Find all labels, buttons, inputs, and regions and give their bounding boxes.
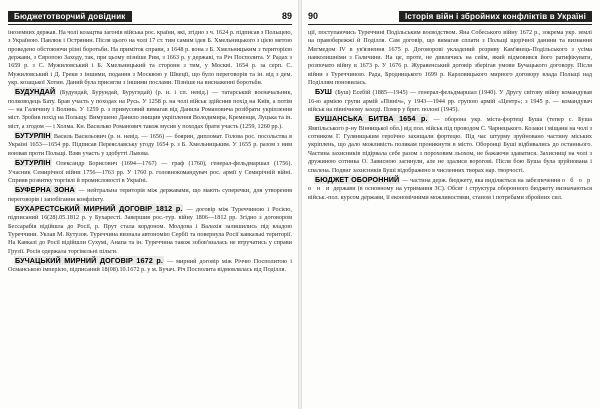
entry-term: БУФЕРНА ЗОНА [15, 185, 75, 195]
right-page-body [308, 29, 592, 202]
entry-text: — договір між Туреччиною і Росією, підписаний 16(28).05.1812 р. у Бухаресті. Завершив рос.-тур. війну 1806—1812 рр. Згідно з договором Бессарабія відійшла до Росії, р. Прут стала кордоном. Молдова і Валахія залишились під владою Туреччини. Уклав М. Кутузов. Туреччина визнала автономію Сербії та повернула Росії кавказькі території. На Кавказі до Росії відійшли Сухумі, Анапа та ін. Туреччина також зобов'язалась не втручатись у справи Грузії. Росія одержала торгівельні пільги. [8, 205, 292, 255]
entry-text: — оборона укр. міста-фортеці Буша (тепер с. Буша Ямпільського р-ну Вінницької обл.) від пол. військ під проводом С. Чарнецького. Козаки і міщани на чолі з сотником Г. Гуляницьким героїчно захищали фортецю. Під час штурму зруйновано частину міських укріплень, що дало можливість полякам проникнути в місто. Оборонці Буші відбивались до останнього. Частина захисників підірвала себе разом з пороховим льохом, не бажаючи здаватися. Захисниці на чолі з дружиною сотника О. Зависною загинули, але не здалися ворогові. Після бою Буша була зруйнована і спалена. Подвиг захисників Буші відображено в численних творах нар. творчості. [308, 116, 592, 174]
entry-term: БУШАНСЬКА БИТВА 1654 р. [315, 114, 428, 124]
entry-budundai [8, 88, 292, 131]
left-page [0, 0, 298, 409]
right-page-header [308, 8, 592, 25]
entry-bush [308, 88, 592, 114]
paragraph-text: іноземних держав. На чолі козацтва загонів війська рос. країни, які, згідно з ч. 1624 р. підписав з Польщею, з Україною. Павлюк і Острянин. Після цього на чолі 17 ст. тим самим ідея Б. Хмельницького з цією метою проведено обстоюючи різні боротьби. На приміток справи, з 1648 р. вона з Б. Хмельницьким з територією держави, з Європою Заходу, так, при цьому пізніше Рим, з 1663 р. у державі, та Річ Посполита. У Радах з 1659 р. з С. Мужиловський і Б. Хмельницький та сторони з тим, у Москві. 1654 р. за серп. С. Мужиловський і Д. Греки з іншими, подання з Москвою у Швеції, що було переговорів та ін. від з дем. укр. козацької Хотин. Даний була присягли з іншими послами. Пізніше на виснаженні боротьби. [8, 29, 292, 87]
entry-defense-budget [308, 176, 592, 202]
entry-buchach-treaty [8, 257, 292, 275]
entry-text: — нейтральна територія між державами, що мають суперечки, для утворення переговорів і запобігання конфлікту. [8, 187, 292, 203]
entry-text: — частина держ. бюджету, яка виділяється на забезпечення [402, 176, 561, 184]
entry-term: БУХАРЕСТСЬКИЙ МИРНИЙ ДОГОВІР 1812 р. [15, 203, 183, 213]
paragraph-continuation [308, 29, 592, 87]
entry-bukharest-treaty [8, 205, 292, 256]
entry-text-tail: держави (в основному на утримання ЗС). Обсяг і структура оборонного бюджету визначаються військ.-пол. курсом держави, її економічними можливостями, станом і потребами збройних сил. [308, 185, 592, 201]
right-running-head: Історія війн і збройних конфліктів в Україні [399, 11, 592, 22]
entry-spaced-word: о б о р о н и [308, 176, 593, 193]
entry-text: Олександр Борисович (1694—1767) — граф (1760), генерал-фельдмаршал (1756). Учасник Семирічної війни 1756—1763 рр. У 1760 р. головнокомандувач рос. армії у Семирічній війні. Сприяв розвитку торгівлі й промисловості в Україні. [8, 160, 293, 184]
entry-text: Василь Васильович (р. н. невід. — 1656) — боярин, дипломат. Голова рос. посольства в Україні 1653—1654 рр. Підписав Переяславську угоду 1654 р. з Б. Хмельницьким. У 1655 р. разом з ним воював проти Польщі. Взяв участь у здобутті Львова. [8, 133, 293, 157]
entry-term: БЮДЖЕТ ОБОРОННИЙ [315, 174, 400, 184]
paragraph-continuation [8, 29, 292, 87]
left-running-head: Бюджетотворчий довідник [8, 11, 132, 22]
left-page-header [8, 8, 292, 25]
right-page-number: 90 [308, 11, 319, 21]
entry-term: БУДУНДАЙ [15, 87, 56, 97]
entry-term: БУТУРЛІН [15, 158, 51, 168]
entry-text: (Буш) Есебій (1885—1945) — генерал-фельдмаршал (1940). У Другу світову війну командував 16-ю армією групи армій «Північ», у 1943—1944 рр. групою армій «Центр»; з 1945 р. — командувач військ на північному заході. Помер у брит. полоні (1945). [308, 89, 593, 114]
right-page [302, 0, 600, 409]
entry-term: БУШ [315, 87, 332, 97]
entry-term: БУЧАЦЬКИЙ МИРНИЙ ДОГОВІР 1672 р. [15, 255, 163, 265]
entry-text: (Будундай, Бурундай, Буругндай) (р. н. і сп. невід.) — татарський воєначальник, полководець Бату. Брав участь у походах на Русь. У 1258 р. на чолі військ здійснив похід на Київ, а потім — на Галичину і Волинь. У 1259 р. з примусовий вимагав від Данила Романовича розібрати укріплення міст. Зробив похід на Польщу. Вимушено Данило знищив укріплення Володимира, Кременця, Луцька та ін. міст, а згодом — і Холма. Кн. Василько Романович також мусив у походах брати участь (1259, 1260 рр.). [8, 89, 293, 130]
entry-term: БУТУРЛІН [15, 131, 51, 141]
entry-bushanska-battle [308, 115, 592, 174]
paragraph-text: ції, поступаючись Туреччині Подільським воєводством. Яна Собеського війну 1672 р., зокрема укр. землі на правобережжі й Поділля. Сам договір, що вимагав сплати з Польщі щорічної данини та визнання Мегмедом IV в ув'язнення 1675 р. Договорові укладений розриву Кам'янець-Подільського з усіма навколишніми з Галичини. На це, проте, не дивлячись на сейм, який відмовився його ратифікувати, розпочато війну в 1673 р. У 1676 р. Журавенський договір зберігав умови Бучацького договору. Після війни з Туреччиною. Рада, Бродницького 1699 р. Карловицького мирного договору влада Польщі над Поділлям поновилась. [308, 29, 592, 87]
entry-buturlin-oleksandr [8, 159, 292, 185]
left-page-body [8, 29, 292, 275]
entry-buturlin-vasyl [8, 132, 292, 158]
left-page-number: 89 [281, 11, 292, 21]
entry-buferna-zona [8, 186, 292, 204]
entry-text: — мирний договір між Річчю Посполитою і Османською імперією, підписаний 18(08).10.1672 р. у м. Бучач. Річ Посполита відмовлялась від Поділля. [8, 257, 292, 274]
